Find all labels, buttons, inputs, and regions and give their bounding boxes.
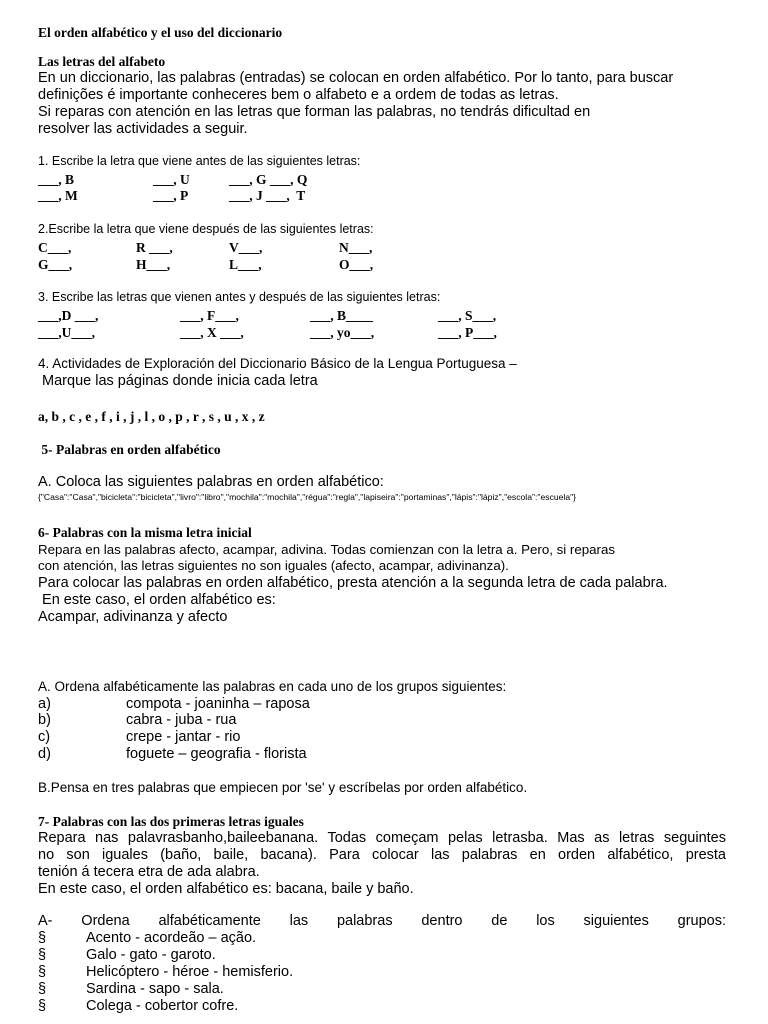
exercise-1-prompt: 1. Escribe la letra que viene antes de las siguientes letras: [38,154,361,168]
exercise-2-item: R ___, [136,240,173,255]
bullet-icon: § [38,964,47,980]
exercise-2-item: H___, [136,257,171,272]
exercise-2-item: L___, [229,257,262,272]
exercise-2-item: V___, [229,240,263,255]
group-label: c) [38,729,51,745]
section-6-b-prompt: B.Pensa en tres palabras que empiecen por 'se' y escríbelas por orden alfabético. [38,780,528,795]
group-words: Galo - gato - garoto. [86,947,216,963]
group-label: d) [38,746,51,762]
group-words: Colega - cobertor cofre. [86,998,239,1014]
exercise-3-item: ___, P___, [438,325,497,340]
exercise-1-item: ___, P [153,188,189,203]
exercise-3-item: ___, F___, [180,308,239,323]
section-5-prompt: A. Coloca las siguientes palabras en orden alfabético: [38,474,384,490]
exercise-2-prompt: 2.Escribe la letra que viene después de las siguientes letras: [38,222,374,236]
paragraph-line: resolver las actividades a seguir. [38,121,248,137]
group-words: cabra - juba - rua [126,712,237,728]
group-words: crepe - jantar - rio [126,729,241,745]
paragraph-line: no son iguales (baño, baile, bacana). Para colocar las palabras en orden alfabético, presta [38,847,726,863]
bullet-icon: § [38,947,47,963]
exercise-4-prompt: 4. Actividades de Exploración del Diccionario Básico de la Lengua Portuguesa – [38,356,517,371]
exercise-3-item: ___, B____ [310,308,374,323]
section-heading-7: 7- Palabras con las dos primeras letras iguales [38,814,304,829]
bullet-icon: § [38,981,47,997]
paragraph-line: Si reparas con atención en las letras que forman las palabras, no tendrás dificultad en [38,104,591,120]
section-7-a-prompt: A- Ordena alfabéticamente las palabras dentro de los siguientes grupos: [38,913,726,929]
bullet-icon: § [38,998,47,1014]
paragraph-line: En un diccionario, las palabras (entradas) se colocan en orden alfabético. Por lo tanto, para buscar [38,70,674,86]
section-heading-alphabet: Las letras del alfabeto [38,54,166,69]
exercise-4-letters: a, b , c , e , f , i , j , l , o , p , r , s , u , x , z [38,409,265,424]
paragraph-line: Repara en las palabras afecto, acampar, adivina. Todas comienzan con la letra a. Pero, si reparas [38,542,616,557]
group-words: foguete – geografia - florista [126,746,307,762]
exercise-3-item: ___,U___, [38,325,95,340]
section-5-word-list: {"Casa":"Casa","bicicleta":"bicicleta","livro":"libro","mochila":"mochila","régua":"regla","lapiseira":"portaminas","lápis":"lápiz","escola":"escuela"} [38,492,577,502]
exercise-3-item: ___,D ___, [38,308,99,323]
exercise-3-item: ___, X ___, [180,325,244,340]
paragraph-line: Acampar, adivinanza y afecto [38,609,228,625]
exercise-3-item: ___, S___, [438,308,497,323]
exercise-1-item: ___, B [38,172,75,187]
group-words: Helicóptero - héroe - hemisferio. [86,964,294,980]
exercise-1-item: ___, J ___, T [229,188,306,203]
group-words: Sardina - sapo - sala. [86,981,224,997]
exercise-1-item: ___, G ___, Q [229,172,308,187]
section-heading-5: 5- Palabras en orden alfabético [38,442,221,457]
exercise-2-item: G___, [38,257,73,272]
paragraph-line: tenión á tecera etra de ada alabra. [38,864,260,880]
paragraph-line: Para colocar las palabras en orden alfabético, presta atención a la segunda letra de cada palabra. [38,575,668,591]
paragraph-line: Repara nas palavrasbanho,baileebanana. Todas começam pelas letrasba. Mas as letras seguintes [38,830,726,846]
group-words: Acento - acordeão – ação. [86,930,257,946]
group-label: b) [38,712,51,728]
document-title: El orden alfabético y el uso del diccionario [38,25,283,40]
exercise-2-item: C___, [38,240,72,255]
exercise-2-item: O___, [339,257,374,272]
exercise-1-item: ___, M [38,188,78,203]
exercise-4-instruction: Marque las páginas donde inicia cada letra [38,373,318,389]
exercise-3-item: ___, yo___, [310,325,375,340]
exercise-3-prompt: 3. Escribe las letras que vienen antes y después de las siguientes letras: [38,290,441,304]
paragraph-line: En este caso, el orden alfabético es: bacana, baile y baño. [38,881,414,897]
bullet-icon: § [38,930,47,946]
exercise-2-item: N___, [339,240,373,255]
paragraph-line: definições é importante conheceres bem o alfabeto e a ordem de todas as letras. [38,87,559,103]
paragraph-line: En este caso, el orden alfabético es: [38,592,276,608]
section-6-a-prompt: A. Ordena alfabéticamente las palabras en cada uno de los grupos siguientes: [38,679,507,694]
section-heading-6: 6- Palabras con la misma letra inicial [38,525,252,540]
exercise-1-item: ___, U [153,172,190,187]
paragraph-line: con atención, las letras siguientes no son iguales (afecto, acampar, adivinanza). [38,558,509,573]
group-label: a) [38,696,51,712]
group-words: compota - joaninha – raposa [126,696,310,712]
